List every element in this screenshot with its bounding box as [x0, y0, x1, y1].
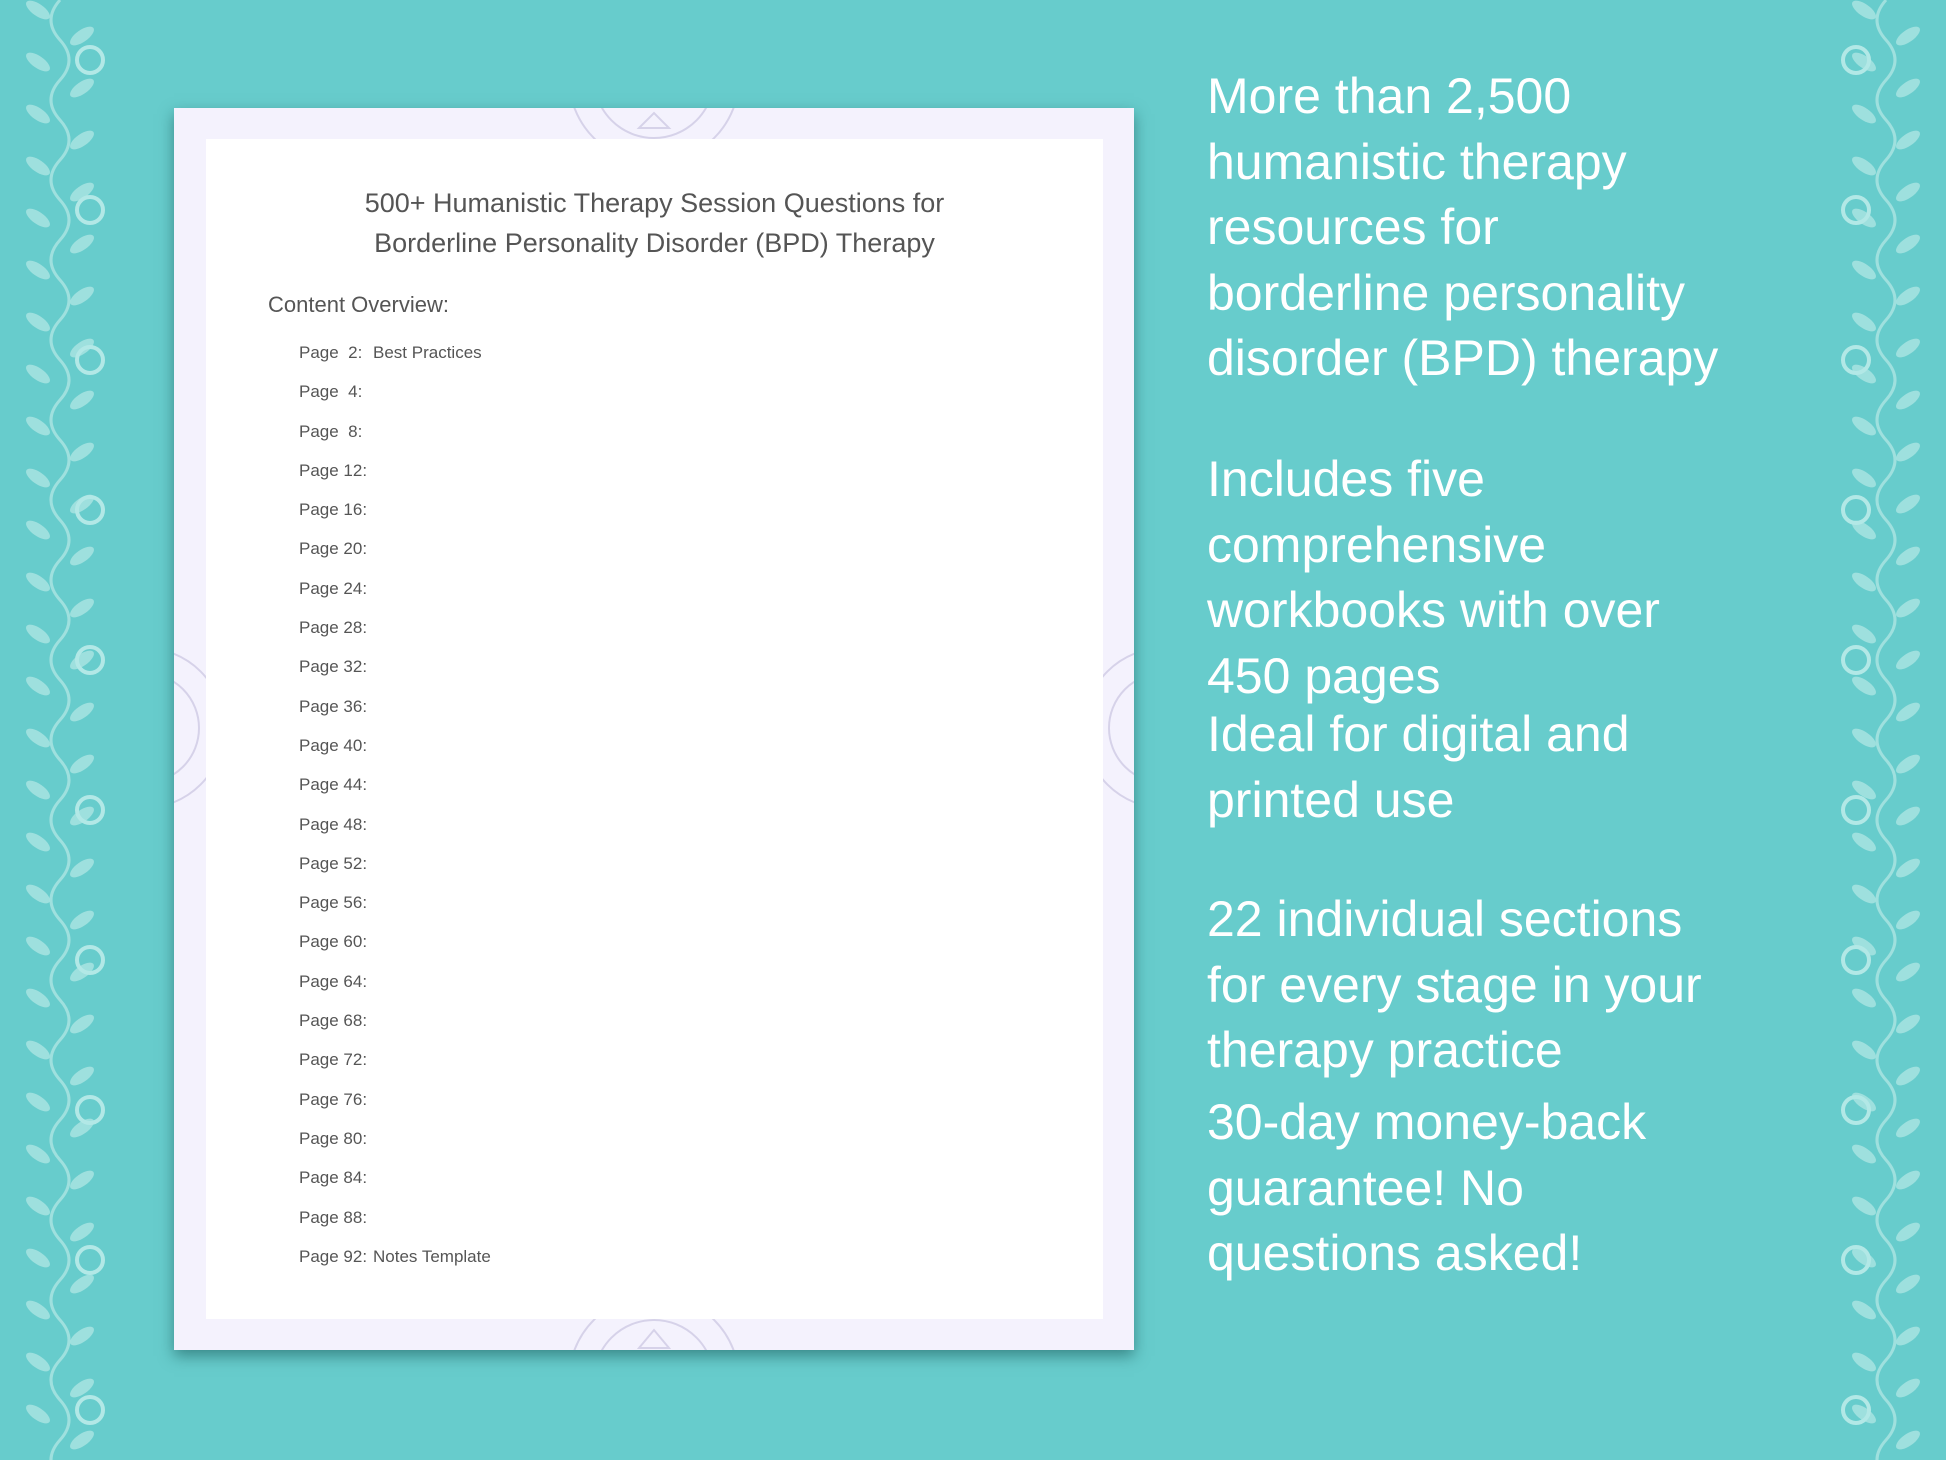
document-content [206, 139, 1103, 1319]
feature-text [1207, 64, 1907, 392]
leaf-icon [67, 75, 97, 101]
content-overview-heading: Content Overview: [268, 292, 449, 317]
leaf-icon [1849, 1349, 1879, 1375]
flower-icon [77, 347, 103, 373]
leaf-icon [23, 569, 53, 595]
leaf-icon [23, 413, 53, 439]
feature-line: borderline personality [1207, 264, 1686, 321]
toc-item [299, 972, 491, 1011]
leaf-icon [23, 361, 53, 387]
leaf-icon [67, 1219, 97, 1245]
toc-page-number: Page 48: [299, 814, 368, 834]
toc-page-number: Page 60: [299, 932, 368, 952]
leaf-icon [1849, 413, 1879, 439]
toc-item [299, 500, 491, 539]
toc-item [299, 775, 491, 814]
feature-line: resources for [1207, 199, 1499, 255]
feature-line: Ideal for digital and [1207, 706, 1630, 762]
feature-line: therapy practice [1207, 1022, 1563, 1078]
leaf-icon [67, 1271, 97, 1297]
leaf-icon [23, 621, 53, 647]
toc-item [299, 1090, 491, 1129]
leaf-icon [23, 205, 53, 231]
toc-page-number: Page 56: [299, 893, 368, 913]
toc-item [299, 736, 491, 775]
toc-page-number: Page 92: [299, 1246, 368, 1266]
leaf-icon [67, 699, 97, 725]
leaf-icon [23, 309, 53, 335]
feature-line: questions asked! [1207, 1225, 1583, 1281]
flower-icon [77, 47, 103, 73]
leaf-icon [67, 751, 97, 777]
toc-page-number: Page 76: [299, 1089, 368, 1109]
document-title-line: 500+ Humanistic Therapy Session Questions for [364, 188, 945, 218]
toc-page-number: Page 68: [299, 1011, 368, 1031]
toc-item [299, 618, 491, 657]
document-preview [174, 108, 1134, 1350]
toc-page-number: Page 64: [299, 971, 368, 991]
feature-line: printed use [1207, 771, 1455, 828]
mandala-ornament-top [514, 108, 794, 140]
toc-item [299, 893, 491, 932]
toc-item [299, 1247, 491, 1286]
leaf-icon [67, 907, 97, 933]
leaf-icon [1893, 1427, 1923, 1453]
leaf-icon [23, 49, 53, 75]
toc-page-number: Page 20: [299, 539, 368, 559]
document-title-line: Borderline Personality Disorder (BPD) Therapy [374, 228, 935, 258]
feature-text [1207, 1090, 1907, 1287]
document-title [206, 183, 1103, 263]
toc-page-number: Page 24: [299, 578, 368, 598]
toc-item [299, 343, 491, 382]
leaf-icon [23, 1089, 53, 1115]
leaf-icon [23, 777, 53, 803]
leaf-icon [23, 881, 53, 907]
toc-item [299, 657, 491, 696]
toc-page-number: Page 84: [299, 1168, 368, 1188]
flower-icon [77, 1247, 103, 1273]
vine-stem-icon [51, 0, 69, 1460]
leaf-icon [67, 23, 97, 49]
leaf-icon [23, 257, 53, 283]
leaf-icon [67, 491, 97, 517]
feature-line: comprehensive [1207, 516, 1547, 573]
leaf-icon [23, 1401, 53, 1427]
toc-item [299, 1011, 491, 1050]
feature-line: disorder (BPD) therapy [1207, 330, 1719, 386]
leaf-icon [1893, 1375, 1923, 1401]
toc-item [299, 1050, 491, 1089]
toc-page-number: Page 16: [299, 500, 368, 520]
toc-item [299, 539, 491, 578]
feature-line: for every stage in your [1207, 956, 1702, 1013]
mandala-ornament-bottom [514, 1318, 794, 1350]
toc-page-number: Page 12: [299, 460, 368, 480]
feature-line: More than 2,500 [1207, 68, 1572, 124]
toc-page-number: Page 36: [299, 696, 368, 716]
toc-item [299, 461, 491, 500]
leaf-icon [67, 855, 97, 881]
toc-item [299, 579, 491, 618]
leaf-icon [23, 0, 53, 23]
leaf-icon [67, 1063, 97, 1089]
feature-text [1207, 887, 1907, 1084]
feature-text [1207, 702, 1907, 833]
feature-line: 450 pages [1207, 647, 1441, 704]
toc-item [299, 382, 491, 421]
flower-icon [77, 1397, 103, 1423]
leaf-icon [67, 231, 97, 257]
table-of-contents [299, 343, 491, 1286]
leaf-icon [67, 387, 97, 413]
leaf-icon [23, 985, 53, 1011]
toc-page-number: Page 40: [299, 735, 368, 755]
toc-page-number: Page 52: [299, 853, 368, 873]
leaf-icon [67, 1427, 97, 1453]
leaf-icon [23, 673, 53, 699]
toc-section-label: Best Practices [373, 343, 482, 362]
feature-line: workbooks with over [1207, 582, 1660, 638]
feature-line: humanistic therapy [1207, 133, 1627, 190]
toc-page-number: Page 80: [299, 1128, 368, 1148]
toc-page-number: Page 88: [299, 1207, 368, 1227]
leaf-icon [1849, 1297, 1879, 1323]
flower-icon [77, 197, 103, 223]
toc-page-number: Page 8: [299, 421, 363, 441]
leaf-icon [23, 933, 53, 959]
leaf-icon [67, 1167, 97, 1193]
toc-page-number: Page 44: [299, 775, 368, 795]
leaf-icon [1849, 0, 1879, 23]
toc-item [299, 1168, 491, 1207]
leaf-icon [23, 153, 53, 179]
leaf-icon [23, 1037, 53, 1063]
feature-text [1207, 447, 1907, 709]
leaf-icon [1893, 855, 1923, 881]
leaf-icon [23, 1297, 53, 1323]
leaf-icon [67, 127, 97, 153]
feature-line: 30-day money-back [1207, 1094, 1647, 1150]
toc-item [299, 854, 491, 893]
leaf-icon [1893, 1323, 1923, 1349]
leaf-icon [67, 1011, 97, 1037]
leaf-icon [23, 829, 53, 855]
leaf-icon [23, 465, 53, 491]
leaf-icon [23, 1245, 53, 1271]
leaf-icon [23, 725, 53, 751]
leaf-icon [23, 1193, 53, 1219]
toc-page-number: Page 72: [299, 1050, 368, 1070]
leaf-icon [67, 1323, 97, 1349]
feature-line: 22 individual sections [1207, 891, 1683, 947]
toc-item [299, 1208, 491, 1247]
feature-line: guarantee! No [1207, 1159, 1524, 1216]
toc-item [299, 1129, 491, 1168]
toc-item [299, 697, 491, 736]
toc-item [299, 815, 491, 854]
leaf-icon [1893, 23, 1923, 49]
leaf-icon [23, 1141, 53, 1167]
leaf-icon [67, 543, 97, 569]
mandala-ornament-right [1102, 608, 1134, 848]
leaf-icon [67, 595, 97, 621]
leaf-icon [23, 101, 53, 127]
toc-page-number: Page 28: [299, 618, 368, 638]
toc-section-label: Notes Template [373, 1246, 491, 1266]
toc-page-number: Page 2: [299, 343, 363, 362]
leaf-icon [23, 517, 53, 543]
toc-page-number: Page 4: [299, 382, 363, 402]
toc-page-number: Page 32: [299, 657, 368, 677]
leaf-icon [67, 803, 97, 829]
toc-item [299, 932, 491, 971]
leaf-icon [23, 1349, 53, 1375]
mandala-ornament-left [174, 608, 206, 848]
leaf-icon [67, 439, 97, 465]
floral-vine-decoration-left [0, 0, 130, 1460]
feature-line: Includes five [1207, 451, 1485, 507]
leaf-icon [67, 283, 97, 309]
toc-item [299, 422, 491, 461]
